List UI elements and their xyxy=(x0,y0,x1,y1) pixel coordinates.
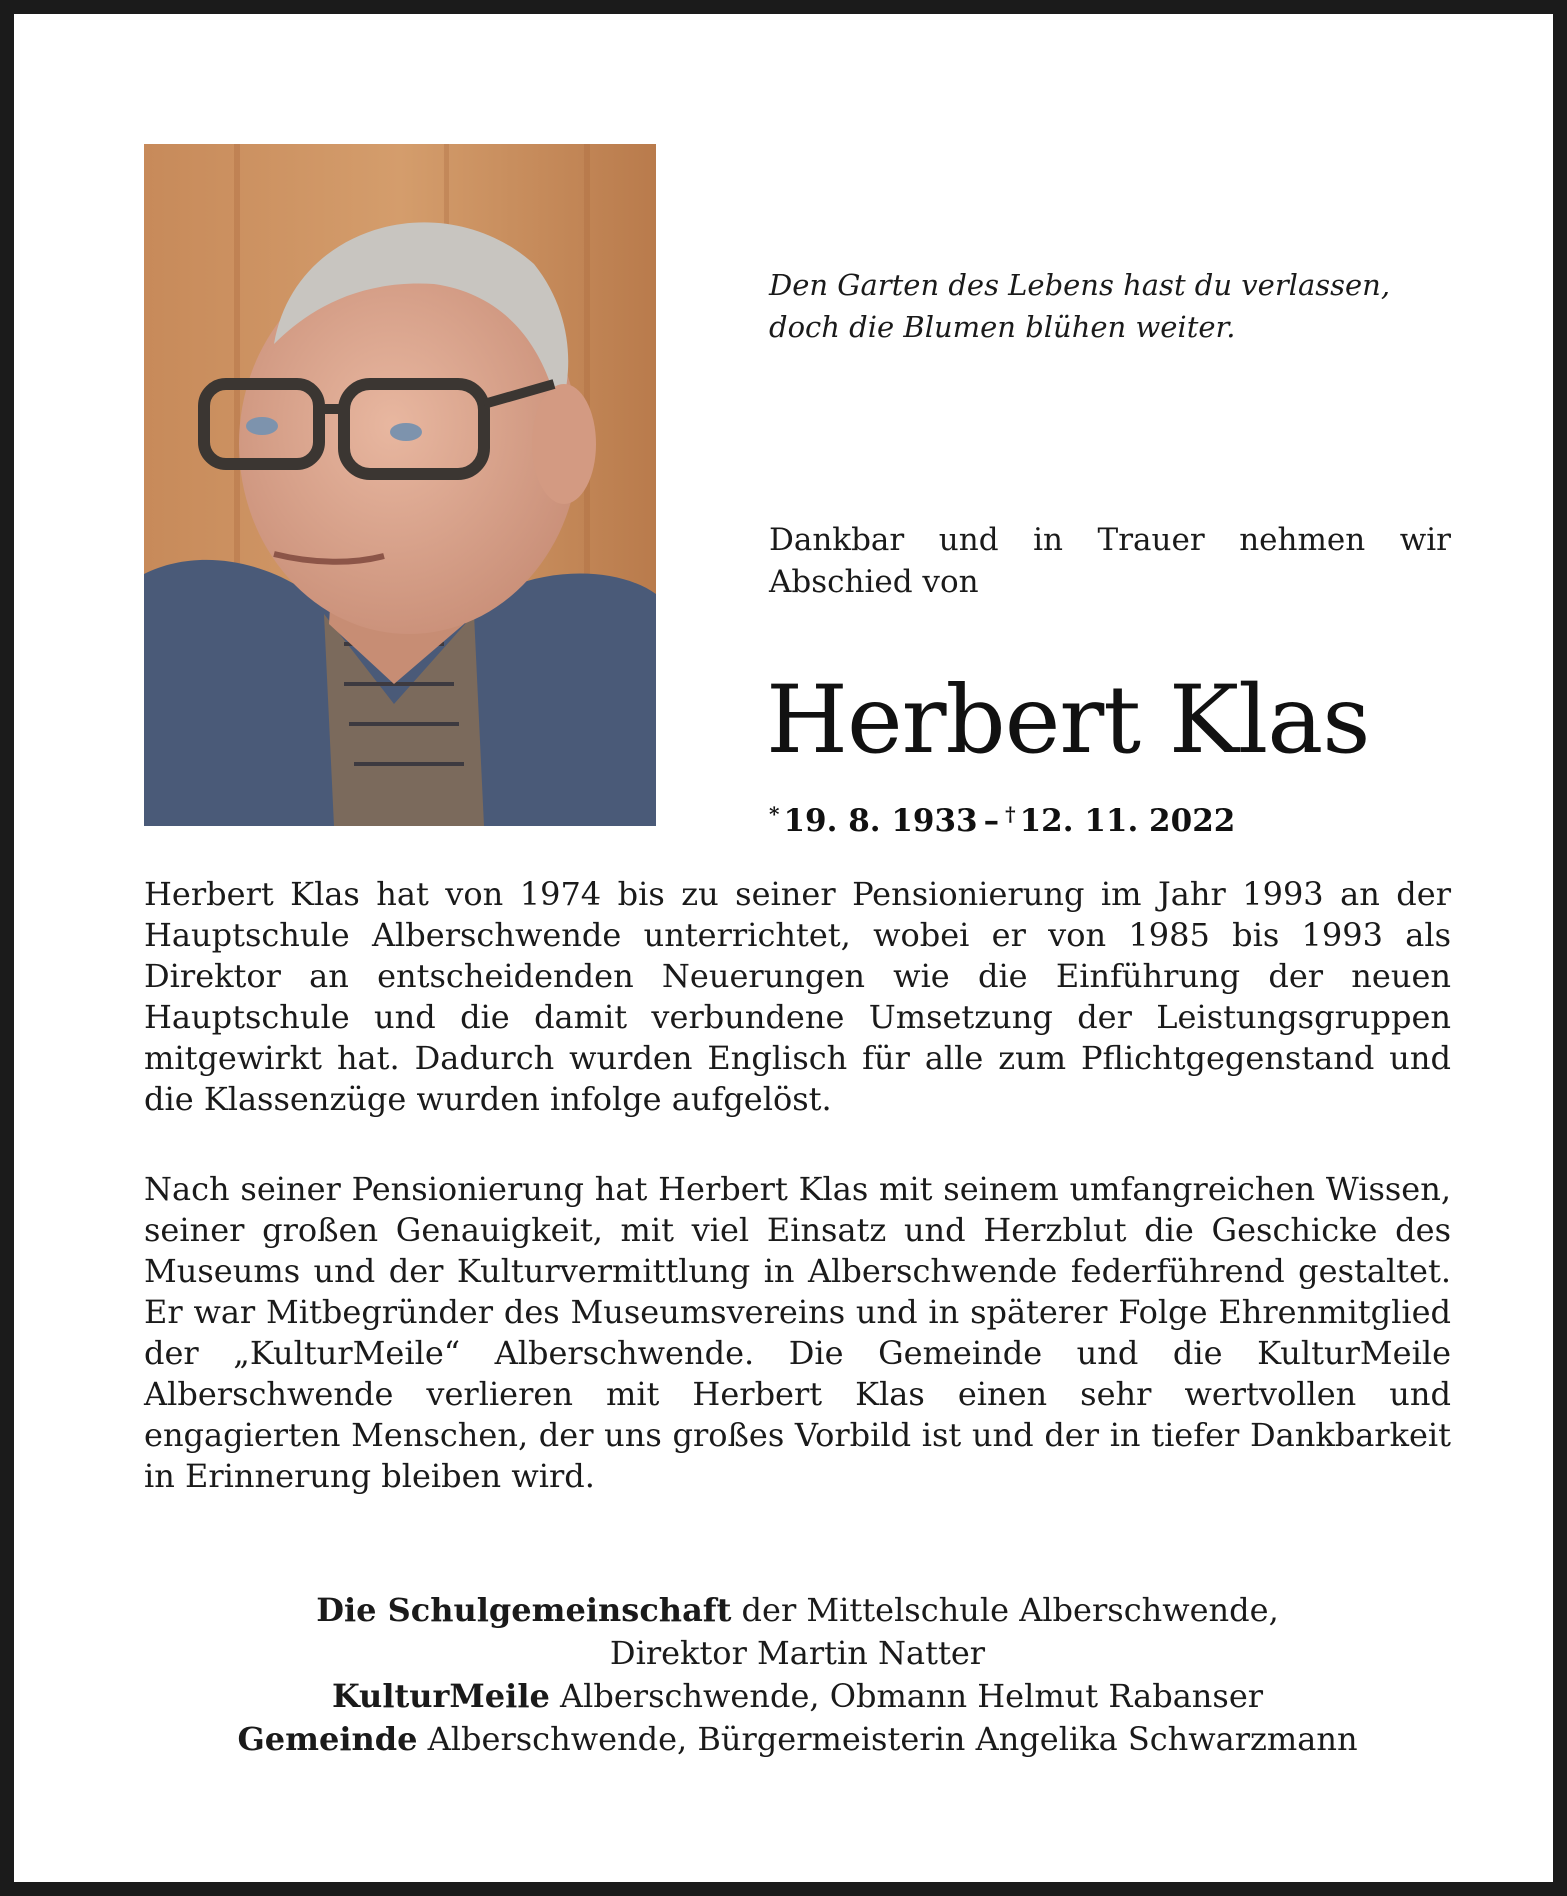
quote-line-1: Den Garten des Lebens hast du verlassen, xyxy=(769,268,1391,302)
memorial-quote xyxy=(769,264,1469,348)
signature-line-1 xyxy=(144,1589,1451,1632)
signature-text-2: Direktor Martin Natter xyxy=(609,1634,986,1672)
birth-symbol: * xyxy=(769,802,780,826)
signature-org-4: Gemeinde xyxy=(237,1720,418,1758)
biography-paragraph-2: Nach seiner Pensionierung hat Herbert Klas mit seinem umfangreichen Wissen, seiner großen Genauigkeit, mit viel Einsatz und Herzblut die Geschicke des Museums und der Kulturvermittlung in Alberschwende federführend gestaltet. Er war Mitbegründer des Museumsvereins und in späterer Folge Ehrenmitglied der „KulturMeile“ Alberschwende. Die Gemeinde und die KulturMeile Alberschwende verlieren mit Herbert Klas einen sehr wertvollen und engagierten Menschen, der uns großes Vorbild ist und der in tiefer Dankbarkeit in Erinnerung bleiben wird. xyxy=(144,1170,1451,1495)
death-symbol: † xyxy=(1005,802,1016,826)
signature-text-3: Alberschwende, Obmann Helmut Rabanser xyxy=(549,1677,1264,1715)
portrait-photo xyxy=(144,144,656,826)
quote-line-2: doch die Blumen blühen weiter. xyxy=(769,310,1236,344)
biography-paragraph-1: Herbert Klas hat von 1974 bis zu seiner Pensionierung im Jahr 1993 an der Hauptschule Alberschwende unterrichtet, wobei er von 1985 bis 1993 als Direktor an entscheidenden Neuerungen wie die Einführung der neuen Hauptschule und die damit verbundene Umsetzung der Leistungsgruppen mitgewirkt hat. Dadurch wurden Englisch für alle zum Pflichtgegenstand und die Klassenzüge wurden infolge aufgelöst. xyxy=(144,875,1451,1118)
intro-line-1: Dankbar und in Trauer nehmen wir xyxy=(769,522,1451,558)
signature-org-1: Die Schulgemeinschaft xyxy=(316,1591,732,1629)
signature-line-3 xyxy=(144,1675,1451,1718)
signatures xyxy=(144,1589,1451,1761)
birth-date: 19. 8. 1933 xyxy=(783,803,978,839)
signature-line-4 xyxy=(144,1718,1451,1761)
portrait-image xyxy=(144,144,656,826)
signature-text-4: Alberschwende, Bürgermeisterin Angelika Schwarzmann xyxy=(417,1720,1358,1758)
deceased-name: Herbert Klas xyxy=(766,666,1370,775)
farewell-intro xyxy=(769,519,1451,603)
date-separator: – xyxy=(983,803,1000,839)
signature-text-1: der Mittelschule Alberschwende, xyxy=(731,1591,1279,1629)
life-dates xyxy=(769,794,1469,841)
death-date: 12. 11. 2022 xyxy=(1019,803,1236,839)
signature-org-3: KulturMeile xyxy=(331,1677,550,1715)
signature-line-2 xyxy=(144,1632,1451,1675)
intro-line-2: Abschied von xyxy=(769,564,979,600)
